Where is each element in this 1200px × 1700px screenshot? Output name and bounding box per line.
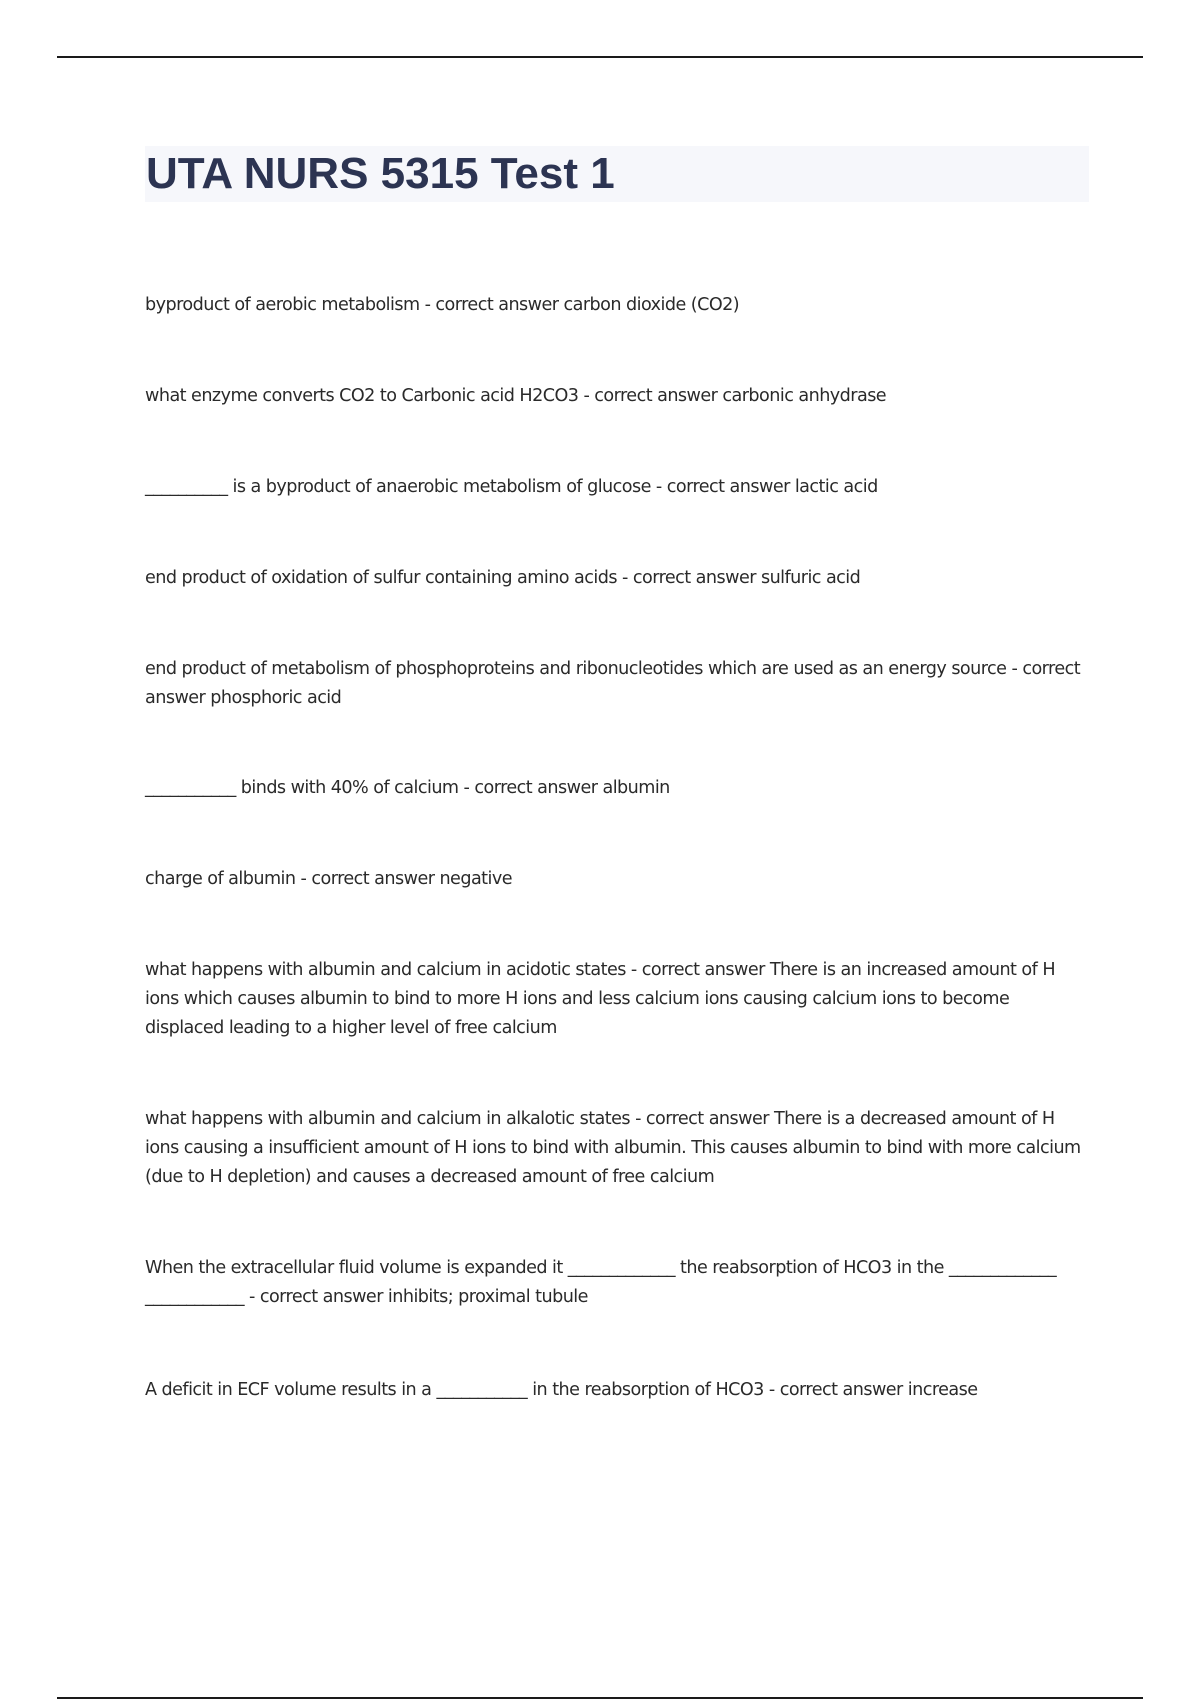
qa-item-4: end product of oxidation of sulfur containing amino acids - correct answer sulfuric acid <box>145 568 861 588</box>
qa-item-5: end product of metabolism of phosphoproteins and ribonucleotides which are used as an energy source - correct answer phosphoric acid <box>145 659 1081 708</box>
bottom-rule <box>57 1697 1143 1699</box>
top-rule <box>57 56 1143 58</box>
qa-item-10: When the extracellular fluid volume is expanded it _____________ the reabsorption of HCO3 in the _____________ ____________ - correct answer inhibits; proximal tubule <box>145 1258 1057 1307</box>
qa-item-2: what enzyme converts CO2 to Carbonic acid H2CO3 - correct answer carbonic anhydrase <box>145 386 887 406</box>
qa-item-9: what happens with albumin and calcium in alkalotic states - correct answer There is a decreased amount of H ions causing a insufficient amount of H ions to bind with albumin. This causes albumin to bind with more calcium (due to H depletion) and causes a decreased amount of free calcium <box>145 1109 1081 1187</box>
qa-item-11: A deficit in ECF volume results in a ___________ in the reabsorption of HCO3 - correct answer increase <box>145 1380 978 1400</box>
qa-item-6: ___________ binds with 40% of calcium - correct answer albumin <box>145 778 670 798</box>
qa-item-3: __________ is a byproduct of anaerobic metabolism of glucose - correct answer lactic acid <box>145 477 878 497</box>
qa-item-1: byproduct of aerobic metabolism - correct answer carbon dioxide (CO2) <box>145 295 740 315</box>
qa-item-8: what happens with albumin and calcium in acidotic states - correct answer There is an increased amount of H ions which causes albumin to bind to more H ions and less calcium ions causing calcium ions to become displaced leading to a higher level of free calcium <box>145 960 1056 1038</box>
qa-item-7: charge of albumin - correct answer negative <box>145 869 512 889</box>
document-title: UTA NURS 5315 Test 1 <box>146 149 615 198</box>
